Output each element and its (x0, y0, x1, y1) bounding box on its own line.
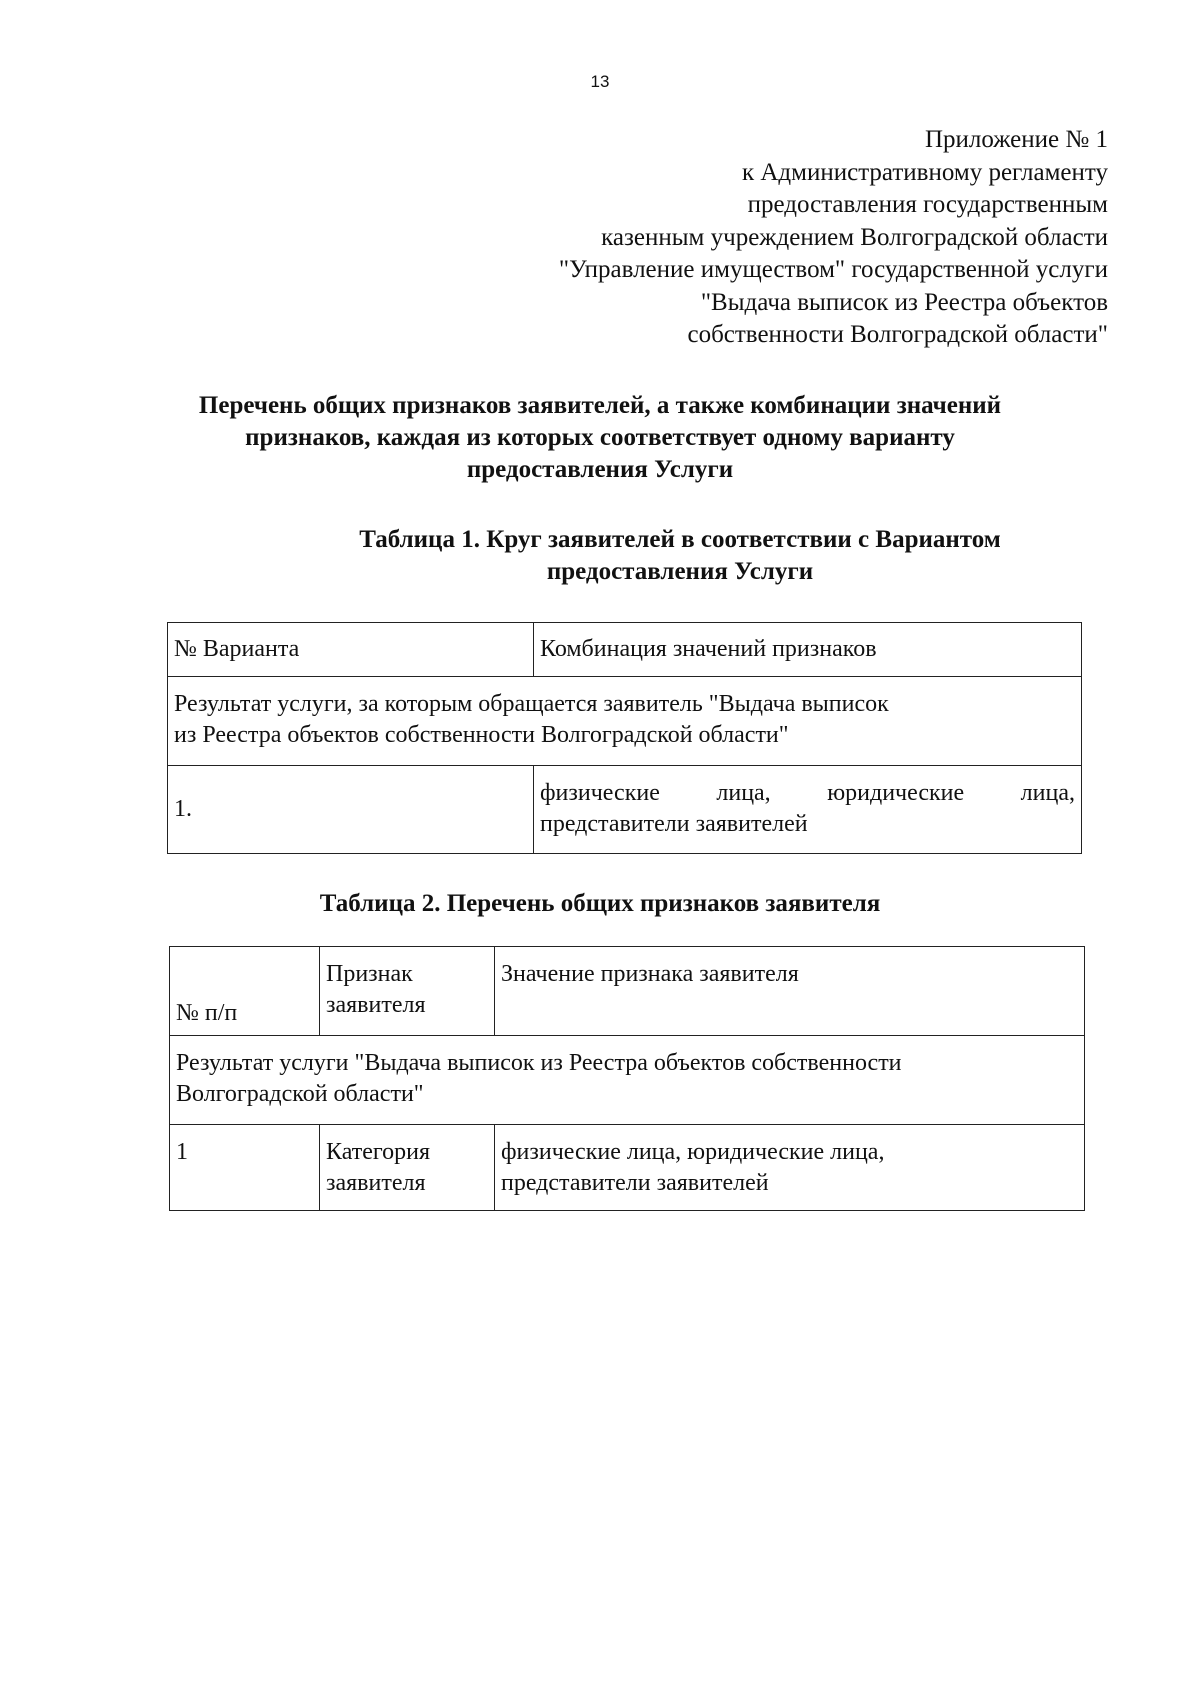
header-cell-variant-number: № Варианта (168, 623, 534, 677)
document-heading (150, 390, 1050, 486)
caption-line: Таблица 1. Круг заявителей в соответствии с Вариантом (359, 526, 1001, 553)
appendix-header (559, 124, 1108, 352)
value-line: представители заявителей (540, 811, 808, 837)
table-row (170, 1125, 1085, 1211)
section-line: Результат услуги "Выдача выписок из Реестра объектов собственности (176, 1050, 902, 1076)
cell-variant-number: 1. (168, 766, 534, 854)
value-line: представители заявителей (501, 1170, 769, 1196)
table-row (168, 766, 1082, 854)
table-attributes (169, 946, 1085, 1211)
attribute-line: заявителя (326, 1170, 426, 1196)
appendix-line: Приложение № 1 (924, 126, 1108, 153)
cell-attribute-value (495, 1125, 1085, 1211)
section-line: из Реестра объектов собственности Волгоградской области" (174, 722, 789, 748)
appendix-line: "Управление имуществом" государственной услуги (558, 256, 1108, 283)
header-cell-attribute (320, 947, 495, 1036)
section-cell (168, 677, 1082, 766)
caption-line: предоставления Услуги (546, 558, 814, 585)
header-cell-value: Значение признака заявителя (495, 947, 1085, 1036)
heading-line: признаков, каждая из которых соответствует одному варианту (245, 424, 955, 451)
table2-caption: Таблица 2. Перечень общих признаков заявителя (319, 890, 881, 917)
appendix-line: к Административному регламенту (741, 158, 1108, 186)
header-cell-number: № п/п (170, 947, 320, 1036)
value-line: физические лица, юридические лица, (501, 1139, 885, 1165)
cell-attribute (320, 1125, 495, 1211)
table-header-row (168, 623, 1082, 677)
table-section-row (170, 1036, 1085, 1125)
table1-caption (260, 524, 1100, 588)
header-cell-combination: Комбинация значений признаков (534, 623, 1082, 677)
heading-line: предоставления Услуги (466, 456, 734, 483)
section-cell (170, 1036, 1085, 1125)
appendix-line: предоставления государственным (747, 191, 1108, 218)
cell-combination-value (534, 766, 1082, 854)
section-line: Результат услуги, за которым обращается заявитель "Выдача выписок (174, 691, 889, 717)
table-section-row (168, 677, 1082, 766)
section-line: Волгоградской области" (176, 1081, 424, 1107)
table-variants (167, 622, 1082, 854)
header-line: Признак (326, 961, 413, 987)
appendix-line: "Выдача выписок из Реестра объектов (700, 288, 1108, 316)
attribute-line: Категория (326, 1139, 430, 1165)
page-number: 13 (590, 72, 610, 91)
heading-line: Перечень общих признаков заявителей, а также комбинации значений (198, 392, 1002, 419)
cell-number: 1 (170, 1125, 320, 1211)
header-line: заявителя (326, 992, 426, 1018)
value-line: физические лица, юридические лица, (540, 780, 1075, 806)
appendix-line: собственности Волгоградской области" (687, 321, 1108, 348)
table-header-row (170, 947, 1085, 1036)
appendix-line: казенным учреждением Волгоградской области (601, 223, 1108, 251)
